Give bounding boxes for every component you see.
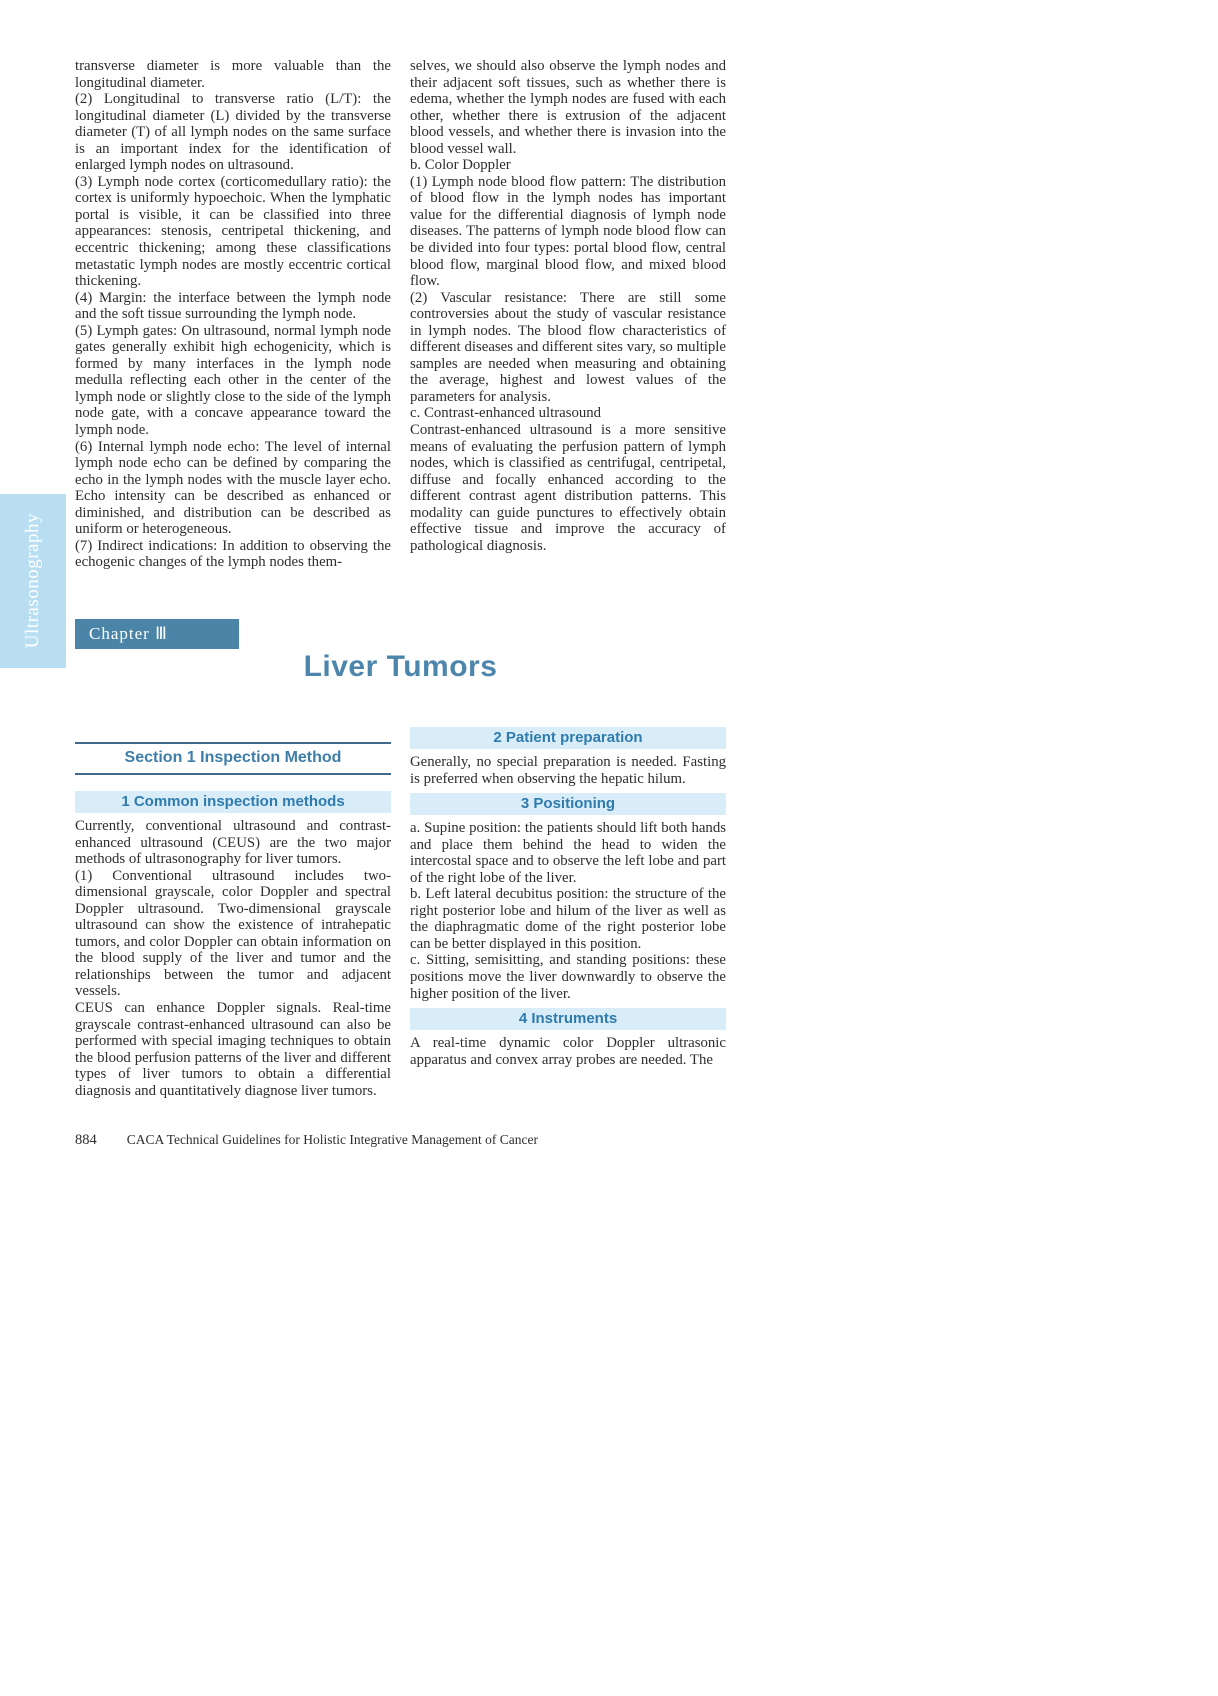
- subsection-4-heading: 4 Instruments: [410, 1008, 726, 1030]
- paragraph: (7) Indirect indications: In addition to observing the echogenic changes of the lymph nodes them-: [75, 537, 391, 571]
- continuation-column-right: [410, 58, 726, 571]
- chapter-title: Liver Tumors: [303, 650, 498, 683]
- subsection-3-heading: 3 Positioning: [410, 793, 726, 815]
- paragraph: (4) Margin: the interface between the lymph node and the soft tissue surrounding the lymph node.: [75, 289, 391, 323]
- page-footer: [75, 1132, 775, 1149]
- paragraph: A real-time dynamic color Doppler ultrasonic apparatus and convex array probes are needed. The: [410, 1035, 726, 1068]
- paragraph: (1) Lymph node blood flow pattern: The distribution of blood flow in the lymph nodes has important value for the differential diagnosis of lymph node diseases. The patterns of lymph node blood flow can be divided into four types: portal blood flow, central blood flow, marginal blood flow, and mixed blood flow.: [410, 173, 726, 290]
- paragraph: Currently, conventional ultrasound and contrast-enhanced ultrasound (CEUS) are the two major methods of ultrasonography for liver tumors.: [75, 818, 391, 868]
- subsection-1-heading: 1 Common inspection methods: [75, 791, 391, 813]
- section-1-heading: Section 1 Inspection Method: [75, 742, 391, 775]
- paragraph: b. Color Doppler: [410, 157, 511, 174]
- paragraph: c. Sitting, semisitting, and standing positions: these positions move the liver downwardly to observe the higher position of the liver.: [410, 952, 726, 1002]
- continuation-column-left: [75, 58, 391, 571]
- paragraph: Contrast-enhanced ultrasound is a more sensitive means of evaluating the perfusion pattern of lymph nodes, which is classified as centrifugal, centripetal, diffuse and focally enhanced according to the different contrast agent distribution patterns. This modality can guide punctures to effectively obtain effective tissue and improve the accuracy of pathological diagnosis.: [410, 422, 726, 554]
- paragraph: (3) Lymph node cortex (corticomedullary ratio): the cortex is uniformly hypoechoic. When the lymphatic portal is visible, it can be classified into three appearances: stenosis, centripetal thickening, and eccentric thickening; among these classifications metastatic lymph nodes are mostly eccentric cortical thickening.: [75, 173, 391, 290]
- section-column-left: [75, 742, 391, 1099]
- subsection-4-body: [410, 1035, 726, 1068]
- paragraph: transverse diameter is more valuable than the longitudinal diameter.: [75, 58, 391, 91]
- paragraph: c. Contrast-enhanced ultrasound: [410, 405, 602, 422]
- paragraph: (5) Lymph gates: On ultrasound, normal lymph node gates generally exhibit high echogenicity, which is formed by many interfaces in the lymph node medulla reflecting each other in the center of the lymph node or slightly close to the side of the lymph node gate, with a concave appearance toward the lymph node.: [75, 322, 391, 439]
- paragraph: CEUS can enhance Doppler signals. Real-time grayscale contrast-enhanced ultrasound can also be performed with special imaging techniques to obtain the blood perfusion patterns of the liver and different types of liver tumors to obtain a differential diagnosis and quantitatively diagnose liver tumors.: [75, 1000, 391, 1099]
- continuation-columns: [75, 58, 726, 571]
- paragraph: selves, we should also observe the lymph nodes and their adjacent soft tissues, such as whether there is edema, whether the lymph nodes are fused with each other, whether there is extrusion of the adjacent blood vessels, and whether there is invasion into the blood vessel wall.: [410, 58, 726, 157]
- page-number: 884: [75, 1132, 97, 1148]
- paragraph: (6) Internal lymph node echo: The level of internal lymph node echo can be defined by comparing the echo in the lymph nodes with the muscle layer echo. Echo intensity can be described as enhanced or diminished, and distribution can be described as uniform or heterogeneous.: [75, 438, 391, 538]
- sidebar-tab-label: Ultrasonography: [22, 513, 43, 649]
- sidebar-tab-ultrasonography: [0, 494, 66, 668]
- subsection-2-body: [410, 754, 726, 787]
- paragraph: (1) Conventional ultrasound includes two-dimensional grayscale, color Doppler and spectral Doppler ultrasound. Two-dimensional grayscale ultrasound can show the existence of intrahepatic tumors, and color Doppler can obtain information on the blood supply of the liver and tumor and the relationships between the tumor and adjacent vessels.: [75, 867, 391, 1000]
- paragraph: a. Supine position: the patients should lift both hands and place them behind the head to widen the intercostal space and to observe the left lobe and part of the right lobe of the liver.: [410, 820, 726, 886]
- subsection-1-body: [75, 818, 391, 1099]
- paragraph: (2) Longitudinal to transverse ratio (L/T): the longitudinal diameter (L) divided by the transverse diameter (T) of all lymph nodes on the same surface is an important index for the identification of enlarged lymph nodes on ultrasound.: [75, 91, 391, 174]
- paragraph: Generally, no special preparation is needed. Fasting is preferred when observing the hepatic hilum.: [410, 754, 726, 787]
- subsection-2-heading: 2 Patient preparation: [410, 727, 726, 749]
- paragraph: b. Left lateral decubitus position: the structure of the right posterior lobe and hilum of the liver as well as the diaphragmatic dome of the right posterior lobe can be better displayed in this position.: [410, 886, 726, 952]
- chapter-banner: Chapter Ⅲ: [75, 619, 239, 649]
- subsection-3-body: [410, 820, 726, 1002]
- paragraph: (2) Vascular resistance: There are still some controversies about the study of vascular resistance in lymph nodes. The blood flow characteristics of different diseases and different sites vary, so multiple samples are needed when measuring and obtaining the average, highest and lowest values of the parameters for analysis.: [410, 289, 726, 405]
- footer-running-title: CACA Technical Guidelines for Holistic Integrative Management of Cancer: [126, 1132, 538, 1147]
- section-column-right: [410, 727, 726, 1068]
